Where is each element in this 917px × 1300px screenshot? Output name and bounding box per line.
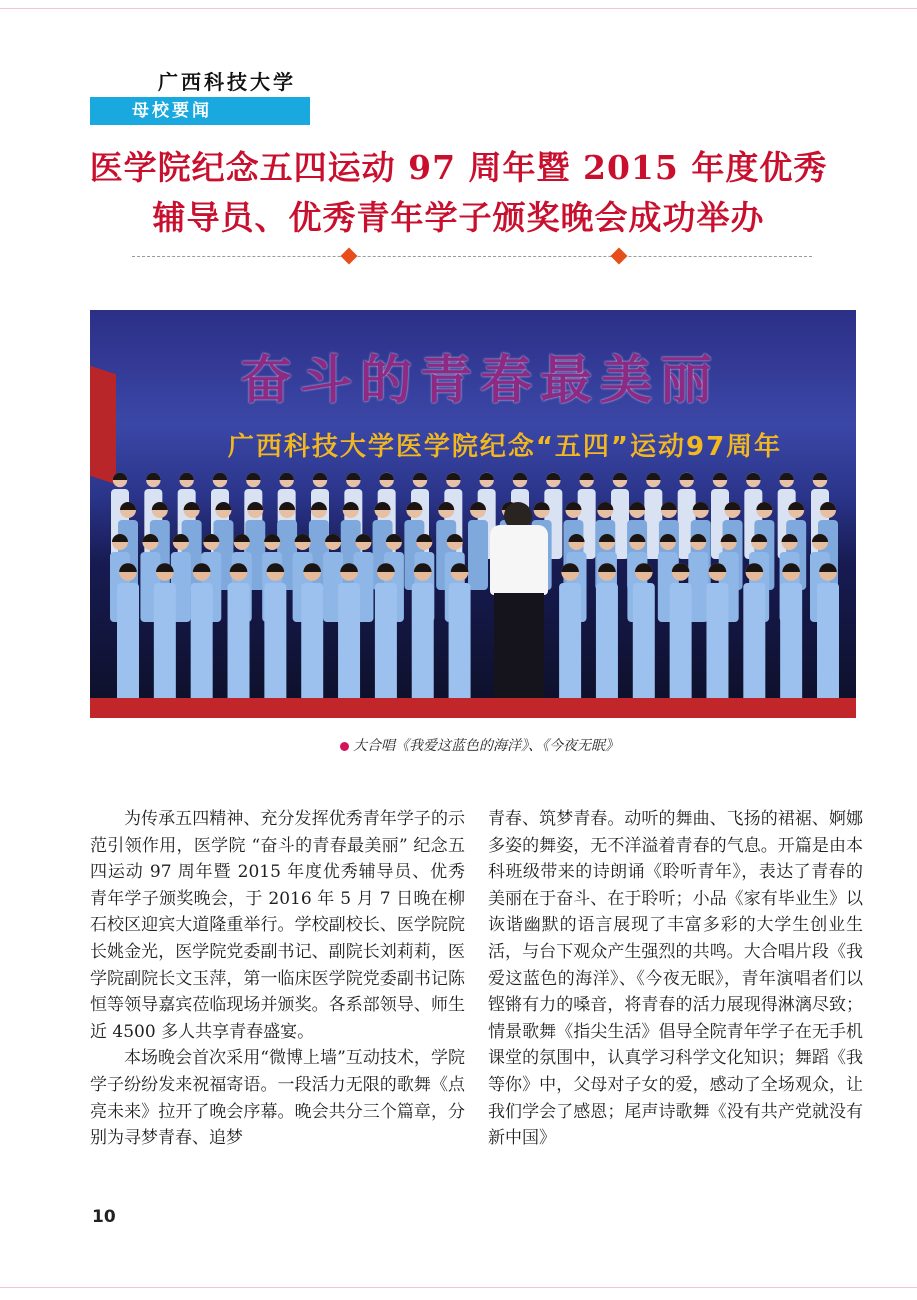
bottom-edge-line <box>0 1287 917 1288</box>
stage-sub-banner: 广西科技大学医学院纪念“五四”运动97周年 <box>227 432 783 462</box>
singer-hair <box>513 473 527 480</box>
choir-figures <box>90 310 856 718</box>
conductor-body <box>490 525 548 595</box>
singer-body <box>117 583 139 713</box>
singer-body <box>780 583 802 713</box>
singer-hair <box>113 473 127 480</box>
singer-hair <box>713 473 727 480</box>
singer-hair <box>646 473 660 480</box>
singer-body <box>670 583 692 713</box>
singer-body <box>154 583 176 713</box>
singer-body <box>817 583 839 713</box>
stage-banner: 奋斗的青春最美丽 <box>239 350 720 411</box>
singer-body <box>191 583 213 713</box>
singer-hair <box>146 473 160 480</box>
photo-caption <box>340 735 619 755</box>
singer-hair <box>279 473 293 480</box>
article-title-line-1: 医学院纪念五四运动 97 周年暨 2015 年度优秀 <box>89 148 828 187</box>
singer-hair <box>179 473 193 480</box>
singer-hair <box>379 473 393 480</box>
body-paragraph-1: 为传承五四精神、充分发挥优秀青年学子的示范引领作用，医学院 “奋斗的青春最美丽” 纪念五四运动 97 周年暨 2015 年度优秀辅导员、优秀青年学子颁奖晚会，于 2016 年 5 月 7 日晚在柳石校区迎宾大道隆重举行。学校副校长、医学院院长姚金光，医学院党委副书记、副院长刘莉莉，医学院副院长文玉萍，第一临床医学院党委副书记陈恒等领导嘉宾莅临现场并颁奖。各系部领导、师生近 4500 多人共享青春盛宴。 <box>90 809 465 1042</box>
singer-hair <box>246 473 260 480</box>
singer-body <box>228 583 250 713</box>
singer-hair <box>479 473 493 480</box>
body-column-left <box>90 806 465 1152</box>
singer-body <box>449 583 471 713</box>
singer-hair <box>579 473 593 480</box>
page-number: 10 <box>92 1207 116 1227</box>
singer-body <box>301 583 323 713</box>
singer-hair <box>546 473 560 480</box>
singer-hair <box>746 473 760 480</box>
article-title-line-2: 辅导员、优秀青年学子颁奖晚会成功举办 <box>152 198 765 237</box>
singer-hair <box>446 473 460 480</box>
singer-body <box>468 520 488 590</box>
body-column-right <box>488 806 863 1152</box>
choir-photo <box>90 310 856 718</box>
singer-hair <box>613 473 627 480</box>
singer-body <box>706 583 728 713</box>
section-tag: 母校要闻 <box>90 97 310 125</box>
singer-hair <box>413 473 427 480</box>
singer-hair <box>629 502 645 510</box>
singer-body <box>743 583 765 713</box>
singer-body <box>264 583 286 713</box>
singer-body <box>559 583 581 713</box>
diamond-icon <box>611 248 628 265</box>
singer-body <box>596 583 618 713</box>
body-paragraph-3: 青春、筑梦青春。动听的舞曲、飞扬的裙裾、婀娜多姿的舞姿，无不洋溢着青春的气息。开篇是由本科班级带来的诗朗诵《聆听青年》，表达了青春的美丽在于奋斗、在于聆听；小品《家有毕业生》以诙谐幽默的语言展现了丰富多彩的大学生创业生活，与台下观众产生强烈的共鸣。大合唱片段《我爱这蓝色的海洋》、《今夜无眠》，青年演唱者们以铿锵有力的嗓音，将青春的活力展现得淋漓尽致；情景歌舞《指尖生活》倡导全院青年学子在无手机课堂的氛围中，认真学习科学文化知识；舞蹈《我等你》中，父母对子女的爱，感动了全场观众，让我们学会了感恩；尾声诗歌舞《没有共产党就没有新中国》 <box>488 809 863 1149</box>
singer-hair <box>313 473 327 480</box>
caption-text: 大合唱《我爱这蓝色的海洋》、《今夜无眠》 <box>353 738 619 754</box>
diamond-icon <box>341 248 358 265</box>
singer-hair <box>779 473 793 480</box>
title-divider <box>132 256 812 257</box>
caption-dot-icon <box>340 742 349 751</box>
stage-floor <box>90 698 856 718</box>
singer-hair <box>813 473 827 480</box>
top-edge-line <box>0 8 917 9</box>
singer-body <box>412 583 434 713</box>
singer-hair <box>661 502 677 510</box>
body-paragraph-2: 本场晚会首次采用“微博上墙”互动技术，学院学子纷纷发来祝福寄语。一段活力无限的歌舞《点亮未来》拉开了晚会序幕。晚会共分三个篇章，分别为寻梦青春、追梦 <box>90 1048 465 1149</box>
singer-hair <box>346 473 360 480</box>
singer-hair <box>597 502 613 510</box>
university-name: 广西科技大学 <box>158 70 296 94</box>
singer-body <box>375 583 397 713</box>
singer-body <box>338 583 360 713</box>
singer-hair <box>679 473 693 480</box>
singer-body <box>633 583 655 713</box>
singer-hair <box>213 473 227 480</box>
